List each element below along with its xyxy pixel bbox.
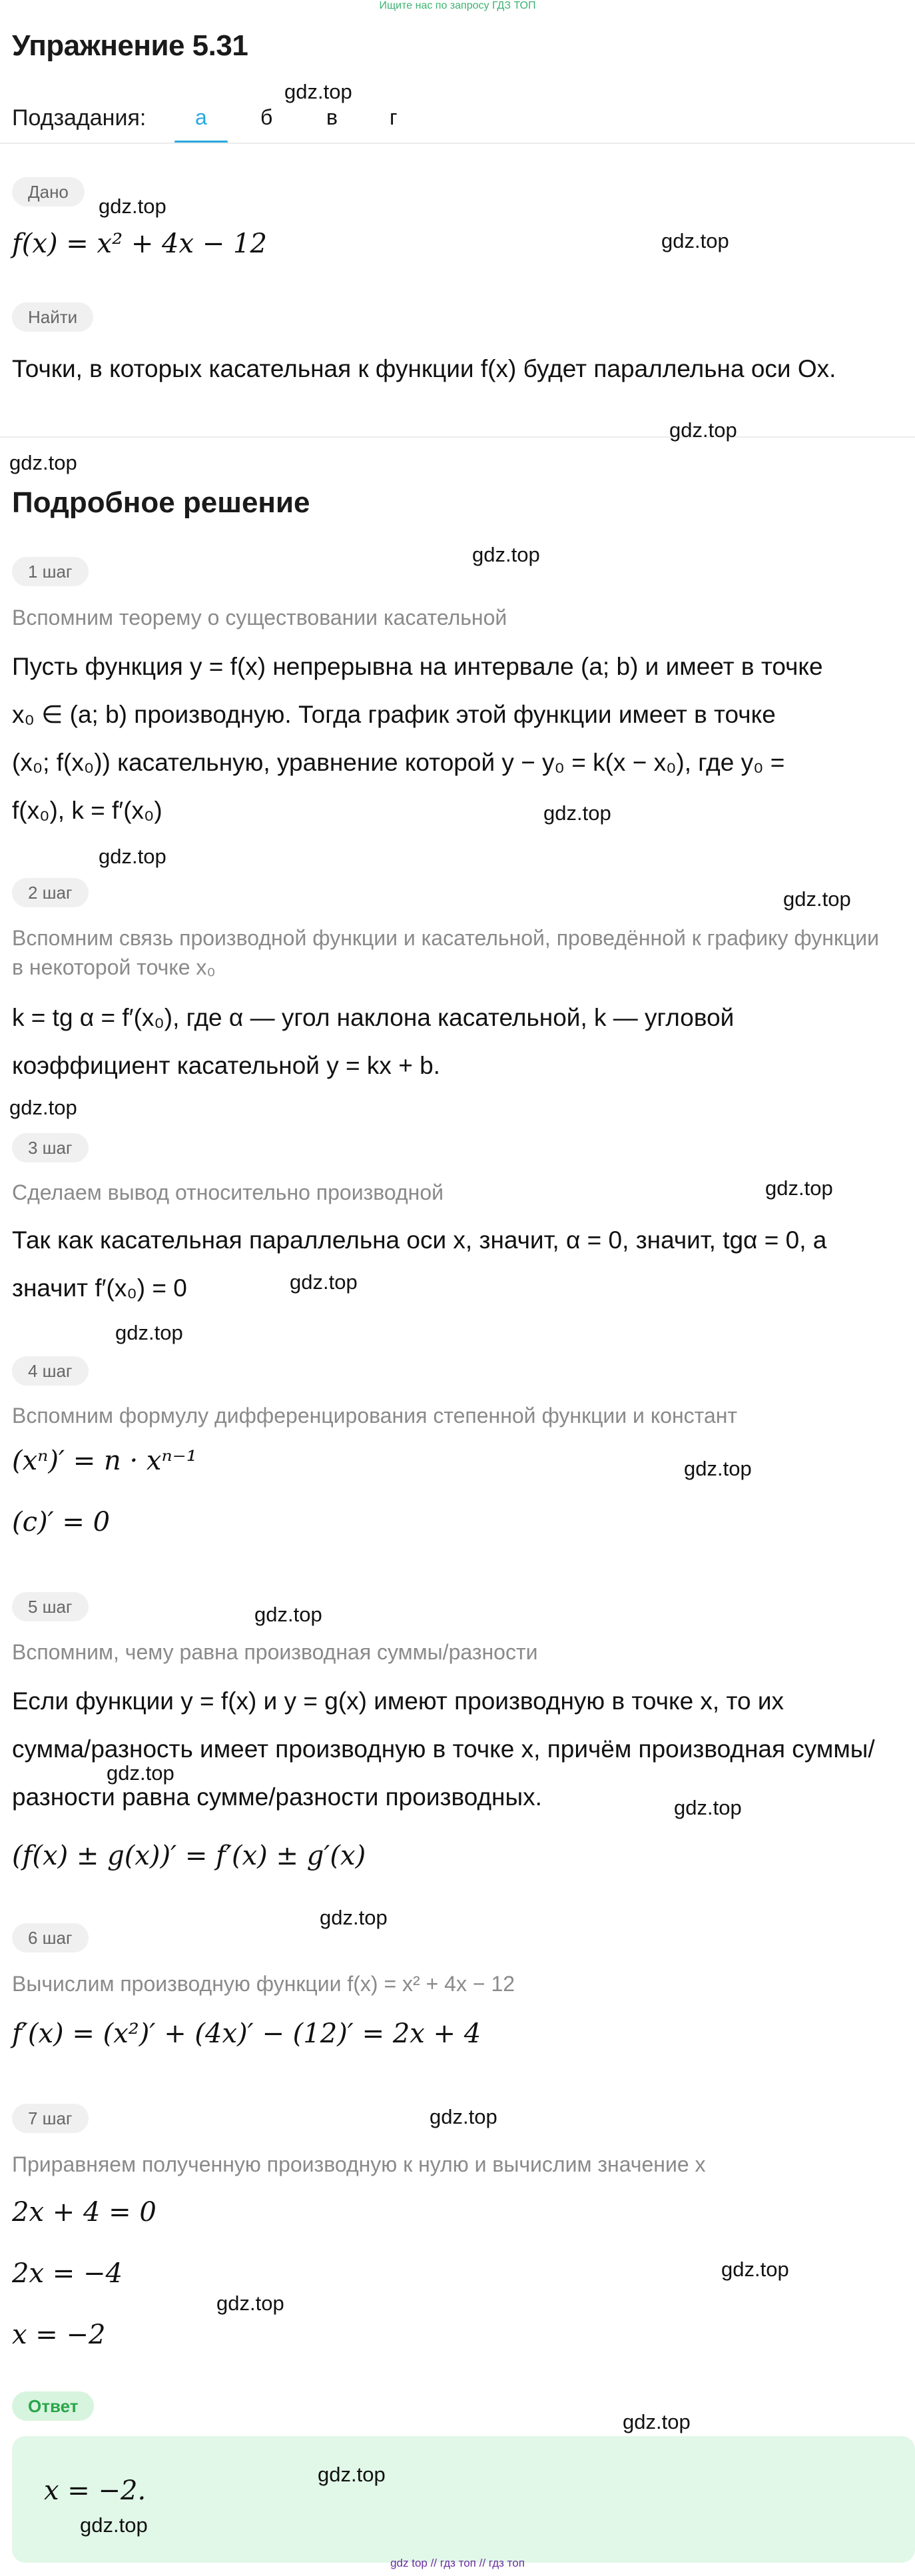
tab-g[interactable]: г xyxy=(390,105,398,129)
watermark: gdz.top xyxy=(430,2105,497,2128)
step-hint: Вспомним связь производной функции и касательной, проведённой к графику функции xyxy=(12,926,880,950)
step-formula: 2x + 4 = 0 xyxy=(12,2197,156,2228)
step-text-line: f(x₀), k = f′(x₀) xyxy=(12,797,162,824)
step-chip: 2 шаг xyxy=(12,878,89,907)
solution-title: Подробное решение xyxy=(12,486,310,519)
watermark: gdz.top xyxy=(669,418,737,442)
watermark: gdz.top xyxy=(9,451,77,474)
watermark: gdz.top xyxy=(107,1761,174,1785)
watermark: gdz.top xyxy=(99,195,166,218)
watermark: gdz.top xyxy=(320,1906,388,1929)
watermark: gdz.top xyxy=(9,1096,77,1119)
watermark: gdz.top xyxy=(661,229,729,252)
step-hint: Вспомним теорему о существовании касательной xyxy=(12,606,507,630)
step-chip: 5 шаг xyxy=(12,1592,89,1621)
step-hint: Приравняем полученную производную к нулю и вычислим значение x xyxy=(12,2152,706,2176)
tab-v[interactable]: в xyxy=(326,105,338,129)
divider xyxy=(0,436,915,438)
step-hint: Вспомним, чему равна производная суммы/разности xyxy=(12,1640,538,1664)
tab-b[interactable]: б xyxy=(260,105,273,129)
step-hint: Сделаем вывод относительно производной xyxy=(12,1180,444,1204)
top-banner[interactable]: Ищите нас по запросу ГДЗ ТОП xyxy=(379,0,536,11)
step-text-line: разности равна сумме/разности производных. xyxy=(12,1783,542,1811)
watermark: gdz.top xyxy=(674,1796,742,1819)
watermark: gdz.top xyxy=(623,2410,691,2433)
step-formula: 2x = −4 xyxy=(12,2258,123,2289)
step-chip: 3 шаг xyxy=(12,1133,89,1162)
step-hint: Вычислим производную функции f(x) = x² + 4x − 12 xyxy=(12,1972,515,1996)
step-text-line: коэффициент касательной y = kx + b. xyxy=(12,1052,440,1079)
watermark: gdz.top xyxy=(783,887,851,911)
step-hint: Вспомним формулу дифференцирования степенной функции и констант xyxy=(12,1404,738,1428)
step-text-line: значит f′(x₀) = 0 xyxy=(12,1274,187,1302)
find-text: Точки, в которых касательная к функции f(x) будет параллельна оси Ox. xyxy=(12,355,836,382)
step-chip: 6 шаг xyxy=(12,1923,89,1952)
step-text-line: Пусть функция y = f(x) непрерывна на интервале (a; b) и имеет в точке xyxy=(12,653,823,680)
given-formula: f(x) = x² + 4x − 12 xyxy=(12,228,267,259)
answer-value: x = −2. xyxy=(44,2475,147,2506)
step-formula: f′(x) = (x²)′ + (4x)′ − (12)′ = 2x + 4 xyxy=(12,2018,481,2049)
watermark: gdz.top xyxy=(318,2463,386,2486)
step-text-line: k = tg α = f′(x₀), где α — угол наклона касательной, k — угловой xyxy=(12,1004,735,1031)
footer-links[interactable]: gdz top // гдз топ // гдз топ xyxy=(390,2557,525,2569)
watermark: gdz.top xyxy=(721,2258,789,2281)
given-chip: Дано xyxy=(12,177,85,207)
watermark: gdz.top xyxy=(472,543,540,566)
page-title: Упражнение 5.31 xyxy=(12,29,248,62)
answer-chip: Ответ xyxy=(12,2391,94,2421)
watermark: gdz.top xyxy=(684,1457,752,1480)
answer-box xyxy=(12,2436,915,2563)
divider xyxy=(0,143,915,144)
step-text-line: Если функции y = f(x) и y = g(x) имеют производную в точке x, то их xyxy=(12,1687,784,1715)
watermark: gdz.top xyxy=(80,2513,148,2537)
watermark: gdz.top xyxy=(216,2292,284,2315)
watermark: gdz.top xyxy=(254,1603,322,1626)
step-chip: 4 шаг xyxy=(12,1356,89,1386)
watermark: gdz.top xyxy=(543,801,611,825)
watermark: gdz.top xyxy=(290,1270,358,1294)
tab-a[interactable]: а xyxy=(195,105,207,129)
step-formula: (f(x) ± g(x))′ = f′(x) ± g′(x) xyxy=(12,1841,366,1871)
find-chip: Найти xyxy=(12,302,93,332)
step-text-line: (x₀; f(x₀)) касательную, уравнение которой y − y₀ = k(x − x₀), где y₀ = xyxy=(12,749,785,776)
step-text-line: x₀ ∈ (a; b) производную. Тогда график этой функции имеет в точке xyxy=(12,701,776,728)
step-formula: (c)′ = 0 xyxy=(12,1507,111,1537)
step-chip: 1 шаг xyxy=(12,557,89,586)
watermark: gdz.top xyxy=(115,1321,183,1344)
step-chip: 7 шаг xyxy=(12,2104,89,2133)
watermark: gdz.top xyxy=(765,1176,833,1200)
watermark: gdz.top xyxy=(284,80,352,103)
subtasks-label: Подзадания: xyxy=(12,105,147,131)
step-text-line: Так как касательная параллельна оси x, значит, α = 0, значит, tgα = 0, а xyxy=(12,1226,827,1254)
watermark: gdz.top xyxy=(99,845,166,868)
step-formula: x = −2 xyxy=(12,2320,106,2350)
step-formula: (xⁿ)′ = n · xⁿ⁻¹ xyxy=(12,1446,197,1476)
step-text-line: сумма/разность имеет производную в точке x, причём производная суммы/ xyxy=(12,1735,875,1763)
step-hint: в некоторой точке x₀ xyxy=(12,955,216,979)
